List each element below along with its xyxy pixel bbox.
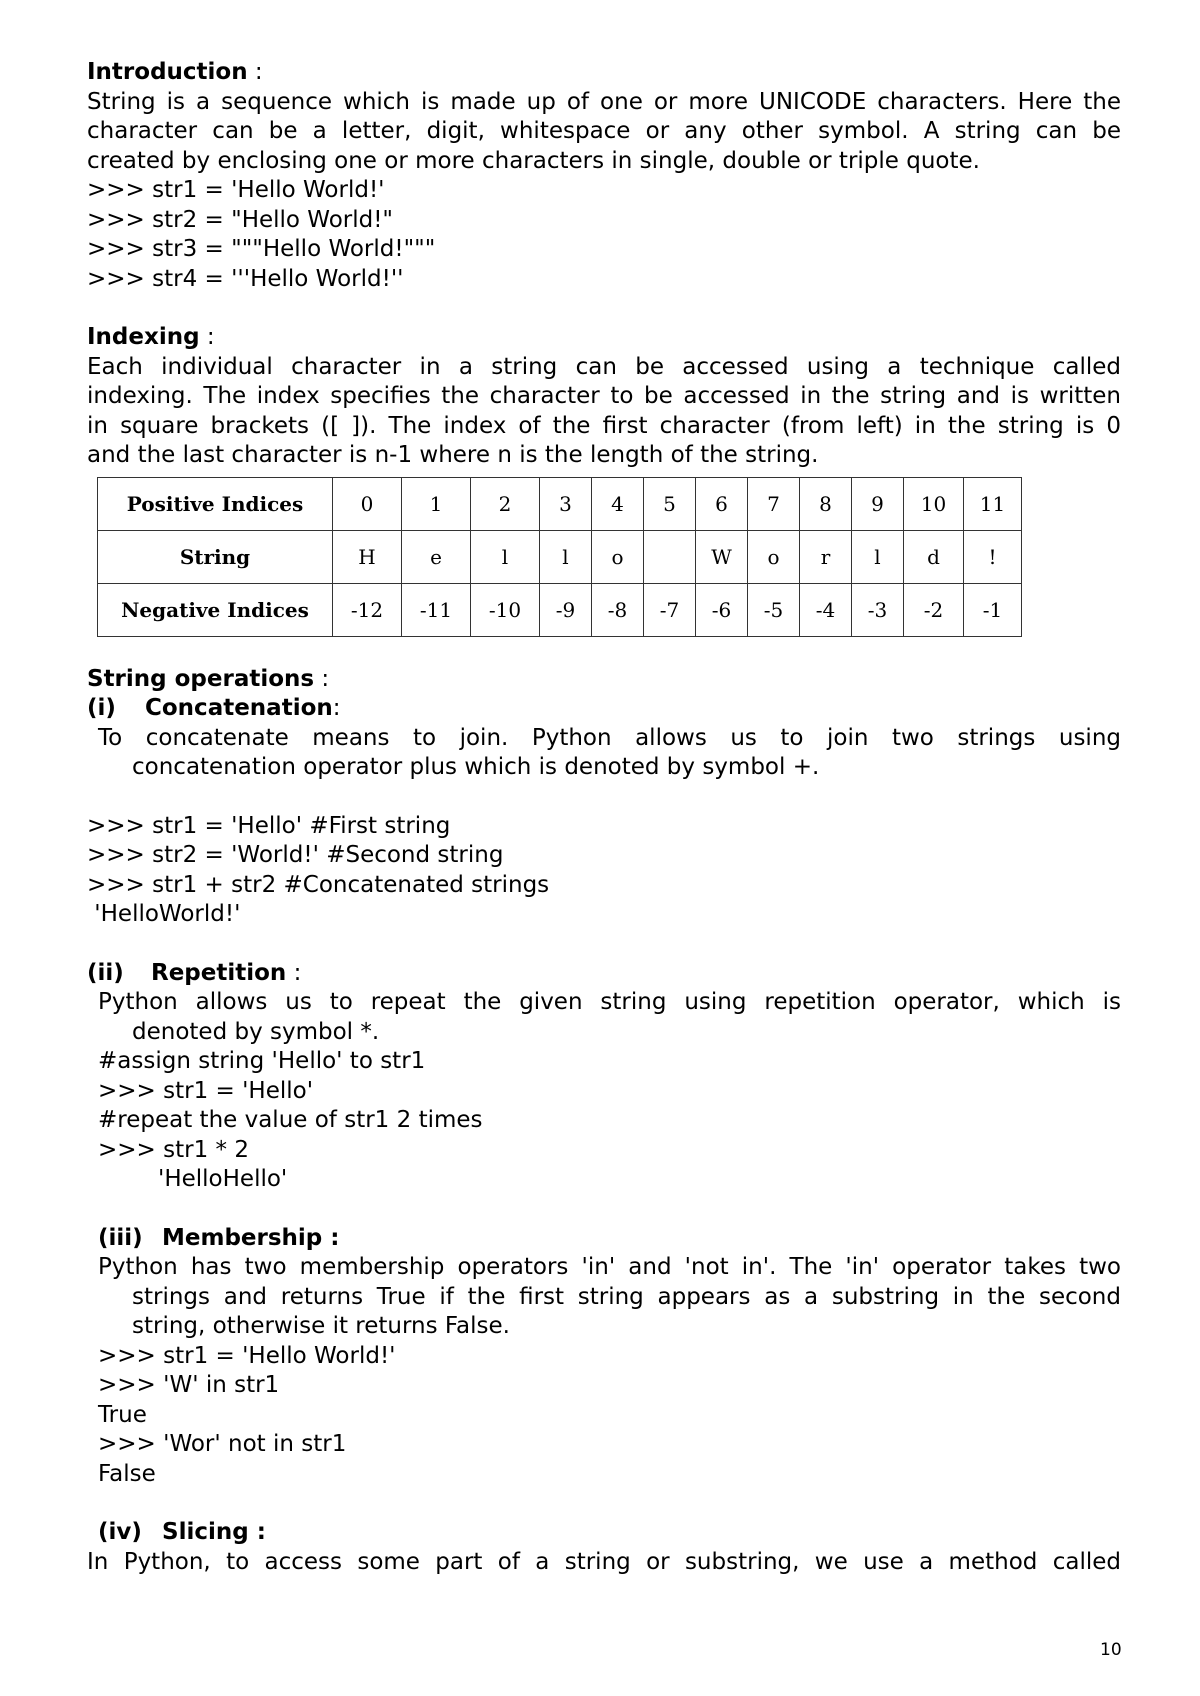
table-cell: -4 — [800, 583, 852, 636]
repetition-code-line: #assign string 'Hello' to str1 — [98, 1048, 426, 1074]
concat-heading: Concatenation — [145, 695, 333, 721]
table-cell: -3 — [852, 583, 904, 636]
concat-code-line: >>> str1 + str2 #Concatenated strings — [87, 871, 550, 898]
intro-heading-suffix: : — [247, 59, 263, 85]
indexing-heading-suffix: : — [199, 324, 215, 350]
table-cell: -9 — [540, 583, 592, 636]
repetition-heading: Repetition — [151, 959, 287, 986]
intro-heading: Introduction — [87, 59, 248, 85]
intro-code-line: >>> str3 = """Hello World!""" — [87, 236, 436, 262]
table-cell: 7 — [748, 477, 800, 530]
intro-text-line: created by enclosing one or more characters in single, double or triple quote. — [87, 147, 980, 174]
spacer — [87, 1195, 1121, 1224]
intro-text-line: character can be a letter, digit, whitespace or any other symbol. A string can be — [87, 118, 1121, 144]
row-label-negative: Negative Indices — [98, 583, 333, 636]
concat-heading-suffix: : — [332, 695, 341, 721]
indexing-text-line: Each individual character in a string can be accessed using a technique called — [87, 353, 1121, 380]
intro-code-line: >>> str4 = '''Hello World!'' — [87, 265, 404, 292]
indexing-heading-line — [87, 323, 1121, 353]
table-cell: 4 — [592, 477, 644, 530]
concat-code-line: 'HelloWorld!' — [87, 901, 241, 927]
membership-code-line: True — [98, 1401, 147, 1428]
table-cell: ! — [964, 530, 1022, 583]
concat-code-line: >>> str1 = 'Hello' #First string — [87, 812, 451, 839]
membership-heading-line — [87, 1224, 1121, 1254]
table-cell: 1 — [402, 477, 471, 530]
repetition-number: (ii) — [87, 959, 124, 986]
document-page — [87, 58, 1121, 1577]
table-cell: 9 — [852, 477, 904, 530]
membership-code-line: False — [98, 1460, 156, 1487]
intro-code-line: >>> str1 = 'Hello World!' — [87, 177, 385, 203]
page-number: 10 — [1100, 1640, 1122, 1660]
repetition-code-line: #repeat the value of str1 2 times — [98, 1107, 483, 1133]
table-cell: -10 — [471, 583, 540, 636]
table-cell: 11 — [964, 477, 1022, 530]
membership-heading: Membership : — [162, 1224, 340, 1251]
intro-heading-line — [87, 58, 1121, 88]
membership-code-line: >>> 'Wor' not in str1 — [98, 1431, 347, 1457]
table-cell: W — [696, 530, 748, 583]
concat-number: (i) — [87, 695, 116, 721]
repetition-heading-line — [87, 959, 1121, 989]
table-cell: 3 — [540, 477, 592, 530]
table-cell: 6 — [696, 477, 748, 530]
indexing-heading: Indexing — [87, 324, 200, 350]
concat-desc-line: To concatenate means to join. Python allows us to join two strings using — [98, 724, 1121, 751]
table-cell: -1 — [964, 583, 1022, 636]
negative-indices-row — [98, 583, 1022, 636]
slicing-heading: Slicing : — [162, 1519, 266, 1545]
row-label-string: String — [98, 530, 333, 583]
indexing-text-line: in square brackets ([ ]). The index of the first character (from left) in the string is 0 — [87, 412, 1121, 439]
table-cell: -2 — [904, 583, 964, 636]
table-cell: o — [748, 530, 800, 583]
repetition-code-line: >>> str1 = 'Hello' — [98, 1077, 314, 1104]
repetition-heading-suffix: : — [286, 959, 302, 986]
table-cell: -6 — [696, 583, 748, 636]
concat-desc-line: concatenation operator plus which is denoted by symbol +. — [132, 754, 820, 780]
slicing-desc-line: In Python, to access some part of a string or substring, we use a method called — [87, 1548, 1121, 1575]
table-cell: o — [592, 530, 644, 583]
membership-code-line: >>> str1 = 'Hello World!' — [98, 1342, 396, 1369]
table-cell: 5 — [644, 477, 696, 530]
indexing-text-line: indexing. The index specifies the character to be accessed in the string and is written — [87, 383, 1121, 409]
table-cell: r — [800, 530, 852, 583]
table-cell: d — [904, 530, 964, 583]
repetition-desc-line: denoted by symbol *. — [132, 1018, 380, 1045]
intro-code-line: >>> str2 = "Hello World!" — [87, 206, 394, 233]
repetition-code-line: >>> str1 * 2 — [98, 1136, 249, 1163]
table-cell: H — [333, 530, 402, 583]
membership-code-line: >>> 'W' in str1 — [98, 1372, 280, 1398]
spacer — [87, 1489, 1121, 1518]
slicing-heading-line — [87, 1518, 1121, 1548]
table-cell: -8 — [592, 583, 644, 636]
concat-heading-line — [87, 694, 1121, 724]
string-row — [98, 530, 1022, 583]
positive-indices-row — [98, 477, 1022, 530]
repetition-desc-line: Python allows us to repeat the given string using repetition operator, which is — [98, 989, 1121, 1015]
table-cell: -12 — [333, 583, 402, 636]
table-cell: l — [471, 530, 540, 583]
membership-desc-line: Python has two membership operators 'in' and 'not in'. The 'in' operator takes two — [98, 1254, 1121, 1280]
table-cell — [644, 530, 696, 583]
spacer — [87, 930, 1121, 959]
index-table — [97, 477, 1022, 637]
table-cell: 8 — [800, 477, 852, 530]
spacer — [87, 783, 1121, 812]
spacer — [87, 294, 1121, 323]
operations-heading-suffix: : — [314, 665, 330, 692]
membership-desc-line: strings and returns True if the first string appears as a substring in the second — [132, 1283, 1121, 1310]
indexing-text-line: and the last character is n-1 where n is the length of the string. — [87, 442, 819, 468]
membership-number: (iii) — [98, 1224, 143, 1251]
table-cell: -11 — [402, 583, 471, 636]
concat-code-line: >>> str2 = 'World!' #Second string — [87, 842, 504, 868]
table-cell: l — [540, 530, 592, 583]
table-cell: 10 — [904, 477, 964, 530]
table-cell: -7 — [644, 583, 696, 636]
operations-heading: String operations — [87, 665, 315, 692]
table-cell: e — [402, 530, 471, 583]
repetition-result: 'HelloHello' — [158, 1166, 288, 1192]
table-cell: -5 — [748, 583, 800, 636]
operations-heading-line — [87, 665, 1121, 695]
row-label-positive: Positive Indices — [98, 477, 333, 530]
intro-text-line: String is a sequence which is made up of one or more UNICODE characters. Here the — [87, 88, 1121, 115]
table-cell: 0 — [333, 477, 402, 530]
table-cell: l — [852, 530, 904, 583]
table-cell: 2 — [471, 477, 540, 530]
membership-desc-line: string, otherwise it returns False. — [132, 1313, 510, 1339]
slicing-number: (iv) — [98, 1519, 142, 1545]
